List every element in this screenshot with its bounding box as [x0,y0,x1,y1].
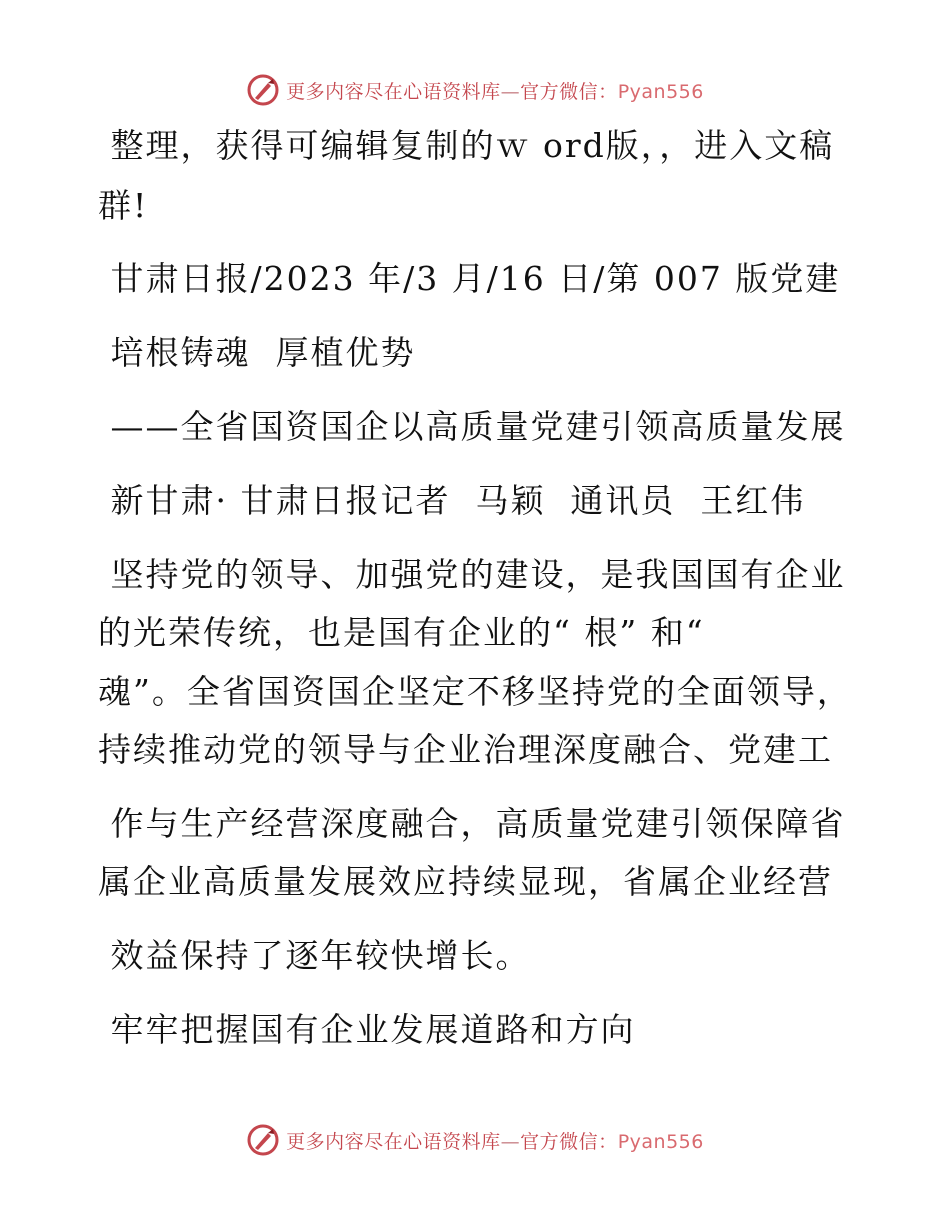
watermark-text: 更多内容尽在心语资料库—官方微信：Pyan556 [286,1130,704,1153]
red-quill-seal-icon [246,73,280,107]
body-line-10: 持续推动党的领导与企业治理深度融合、党建工 [98,730,833,769]
watermark-footer [0,1120,950,1160]
body-line-8: 的光荣传统，也是国有企业的“ 根” 和“ [98,613,705,652]
red-quill-seal-icon [246,1123,280,1157]
body-line-12: 属企业高质量发展效应持续显现，省属企业经营 [98,862,833,901]
body-line-11: 作与生产经营深度融合，高质量党建引领保障省 [98,804,846,843]
body-line-1: 整理，获得可编辑复制的ｗ ord版，，进入文稿 [98,126,835,165]
body-line-13: 效益保持了逐年较快增长。 [98,936,531,975]
section-heading: 牢牢把握国有企业发展道路和方向 [98,1010,636,1049]
body-line-3: 甘肃日报/2023 年/3 月/16 日/第 007 版党建 [98,259,841,298]
body-line-2: 群! [98,186,149,225]
article-title: 培根铸魂 厚植优势 [98,333,416,372]
watermark-header [0,70,950,110]
byline: 新甘肃· 甘肃日报记者 马颖 通讯员 王红伟 [98,481,806,520]
body-line-9: 魂”。全省国资国企坚定不移坚持党的全面领导， [98,672,852,711]
body-line-7: 坚持党的领导、加强党的建设，是我国国有企业 [98,555,846,594]
article-subtitle: ——全省国资国企以高质量党建引领高质量发展 [98,407,846,446]
watermark-text: 更多内容尽在心语资料库—官方微信：Pyan556 [286,80,704,103]
